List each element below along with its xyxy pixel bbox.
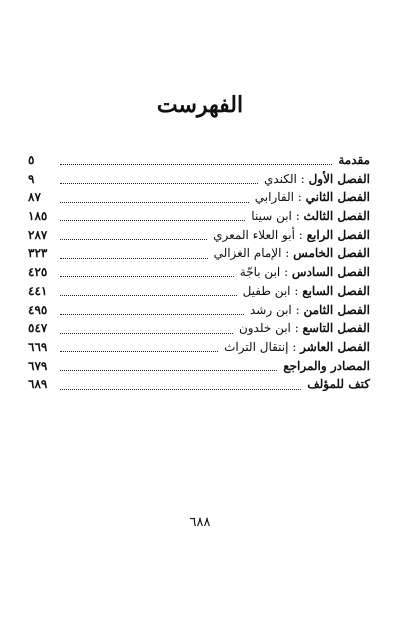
toc-entry-subject: الكندي <box>263 171 297 186</box>
toc-entry-page: ٥ <box>28 153 35 167</box>
toc-entry-page: ٤٢٥ <box>28 265 48 280</box>
toc-entry-page: ١٨٥ <box>28 209 48 224</box>
toc-entry <box>28 282 370 301</box>
toc-entry-label <box>243 282 370 301</box>
toc-leader-dots <box>60 350 218 352</box>
toc-entry <box>28 338 370 357</box>
toc-entry-subject: الإمام الغزالي <box>213 246 282 261</box>
toc-entry-subject: أبو العلاء المعري <box>213 227 295 242</box>
toc-entry-chapter: مقدمة <box>338 153 370 167</box>
toc-entry-chapter: الفصل الرابع <box>306 227 370 242</box>
toc-leader-dots <box>60 163 332 165</box>
toc-leader-dots <box>60 257 208 259</box>
toc-entry-subject: الفارابي <box>254 190 294 205</box>
toc-entry <box>28 319 370 338</box>
page-title: الفهرست <box>156 92 244 118</box>
toc-entry <box>28 170 370 189</box>
toc-entry-separator: : <box>293 190 306 205</box>
toc-entry <box>28 226 370 245</box>
toc-entry-subject: ابن سينا <box>251 209 292 224</box>
toc-entry-label <box>214 244 370 263</box>
toc-entry-label <box>338 151 370 170</box>
toc-entry <box>28 151 370 170</box>
toc-leader-dots <box>60 388 301 390</box>
toc-entry <box>28 357 370 376</box>
toc-entry-chapter: الفصل السادس <box>291 265 370 280</box>
toc-entry-separator: : <box>291 209 304 224</box>
toc-leader-dots <box>60 332 233 334</box>
toc-leader-dots <box>60 219 245 221</box>
toc-entry-page: ٤٤١ <box>28 283 48 298</box>
toc-entry <box>28 188 370 207</box>
toc-entry-chapter: الفصل التاسع <box>302 321 370 336</box>
toc-entry-separator: : <box>281 246 294 261</box>
page-number: ٦٨٨ <box>189 515 211 530</box>
toc-entry <box>28 375 370 394</box>
toc-entry-label <box>250 301 370 320</box>
toc-entry-chapter: الفصل الخامس <box>293 246 370 261</box>
toc-leader-dots <box>60 369 277 371</box>
toc-entry-separator: : <box>296 171 309 186</box>
toc-entry-chapter: المصادر والمراجع <box>283 358 370 373</box>
toc-entry-subject: ابن خلدون <box>238 321 291 336</box>
toc-entry-page: ٦٨٩ <box>28 377 48 392</box>
toc-entry-page: ٩ <box>28 171 35 186</box>
toc-entry-page: ٢٨٧ <box>28 227 48 242</box>
toc-entry-chapter: الفصل الأول <box>308 171 370 186</box>
toc-entry-chapter: الفصل الثاني <box>305 190 370 205</box>
toc-entry-chapter: الفصل الثامن <box>303 302 370 317</box>
toc-entry-page: ٣٢٣ <box>28 246 48 261</box>
toc-leader-dots <box>60 313 244 315</box>
toc-leader-dots <box>60 182 258 184</box>
toc-entry-label <box>240 263 370 282</box>
toc-entry-separator: : <box>280 265 292 280</box>
toc-entry-label <box>255 188 370 207</box>
toc-entry-label <box>239 319 370 338</box>
toc-entry-separator: : <box>290 283 303 298</box>
toc-entry-label <box>283 357 370 376</box>
toc-entry-separator: : <box>288 339 301 354</box>
table-of-contents <box>28 151 370 394</box>
toc-entry-label <box>251 207 370 226</box>
toc-entry-chapter: الفصل الثالث <box>303 209 370 224</box>
toc-leader-dots <box>60 294 237 296</box>
toc-entry-page: ٦٦٩ <box>28 339 48 354</box>
toc-entry-label <box>213 226 370 245</box>
toc-entry-subject: إنتقال التراث <box>224 339 289 354</box>
toc-entry-chapter: الفصل العاشر <box>300 339 370 354</box>
toc-entry-label <box>224 338 370 357</box>
toc-entry-separator: : <box>291 302 304 317</box>
toc-entry-chapter: الفصل السابع <box>302 283 370 298</box>
toc-leader-dots <box>60 238 207 240</box>
toc-leader-dots <box>60 201 249 203</box>
toc-entry-page: ٥٤٧ <box>28 321 48 336</box>
toc-entry-separator: : <box>290 321 303 336</box>
toc-entry-subject: ابن طفيل <box>242 283 291 298</box>
toc-entry-subject: ابن رشد <box>249 302 292 317</box>
toc-entry-separator: : <box>294 227 307 242</box>
toc-entry <box>28 244 370 263</box>
toc-entry-subject: ابن باجّة <box>239 265 281 280</box>
toc-leader-dots <box>60 275 234 277</box>
toc-entry <box>28 207 370 226</box>
toc-entry-page: ٤٩٥ <box>28 302 48 317</box>
toc-entry-label <box>264 170 370 189</box>
toc-entry-page: ٨٧ <box>28 190 41 205</box>
toc-entry <box>28 301 370 320</box>
toc-entry <box>28 263 370 282</box>
toc-entry-chapter: كتف للمؤلف <box>307 377 370 392</box>
toc-entry-page: ٦٧٩ <box>28 358 48 373</box>
toc-entry-label <box>307 375 370 394</box>
